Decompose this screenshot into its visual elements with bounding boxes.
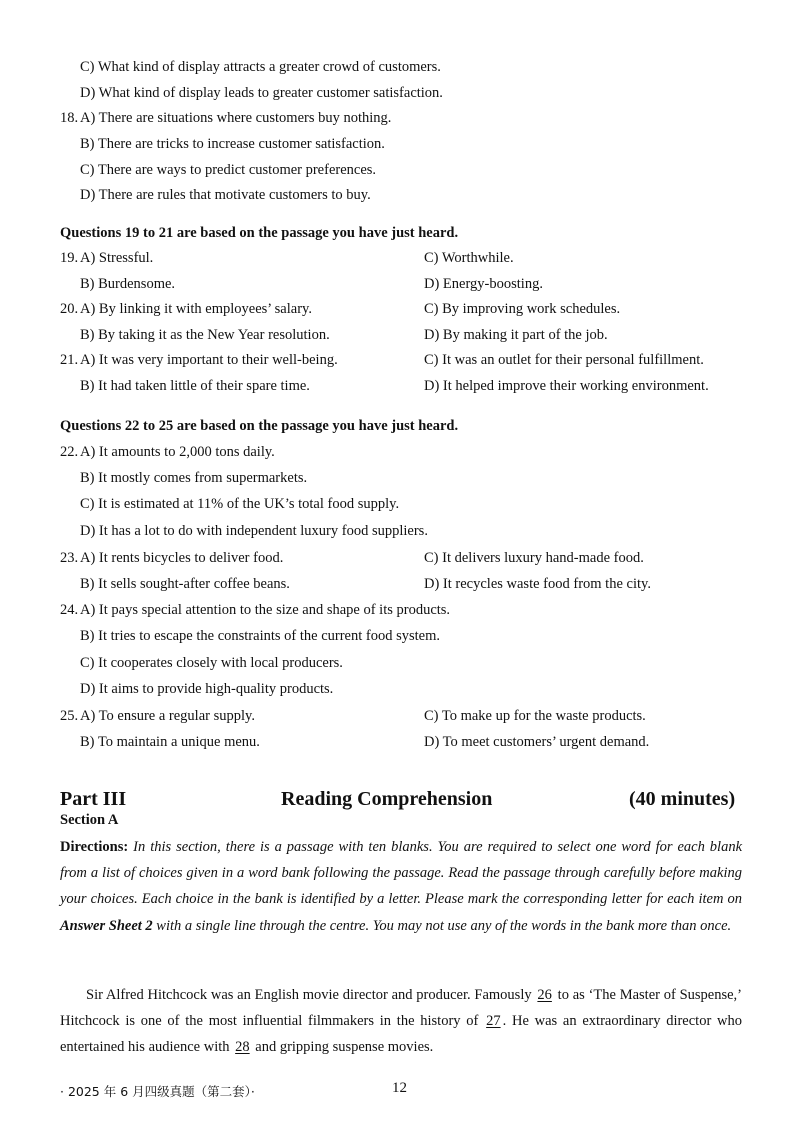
q20-option-d: D) By making it part of the job. [424,327,608,343]
part-number: Part III [60,788,127,810]
q19-option-d: D) Energy-boosting. [424,276,543,292]
part-time: (40 minutes) [629,788,736,810]
q23-option-a: A) It rents bicycles to deliver food. [80,550,284,566]
q20-option-c: C) By improving work schedules. [424,301,621,317]
passage-paragraph [60,982,742,1061]
blank-26: 26 [537,987,552,1003]
q20-option-a: A) By linking it with employees’ salary. [80,301,312,317]
q19-option-b: B) Burdensome. [80,276,176,292]
page-number: 12 [392,1080,407,1096]
q22-option-a: A) It amounts to 2,000 tons daily. [80,444,275,460]
part-title: Reading Comprehension [281,788,493,810]
q22-option-d: D) It has a lot to do with independent luxury food suppliers. [80,523,428,539]
blank-27: 27 [486,1013,501,1030]
q19-option-c: C) Worthwhile. [424,250,514,266]
q25-option-c: C) To make up for the waste products. [424,708,646,724]
q22-option-b: B) It mostly comes from supermarkets. [80,470,308,486]
q18-option-c: C) There are ways to predict customer preferences. [80,162,377,178]
directions-text-1: In this section, there is a passage with ten blanks. You are required to select one word for each blank from a list of choices given in a word bank following the passage. Read the passage through carefully before making your choices. Each choice in the bank is identified by a letter. Please mark the corresponding letter for each item on [60,839,743,908]
q20-number: 20. [60,301,79,317]
section-title: Section A [60,812,119,828]
q22-number: 22. [60,444,79,460]
q25-option-a: A) To ensure a regular supply. [80,708,255,724]
directions-label: Directions: [60,839,129,855]
q18-option-d: D) There are rules that motivate customers to buy. [80,187,371,203]
passage-text-2: to as ‘The Master of Suspense,’ Hitchcock is one of the most influential filmmakers in the history of [60,987,743,1030]
footer-label: · 2025 年 6 月四级真题（第二套）· [60,1084,255,1099]
q23-option-d: D) It recycles waste food from the city. [424,576,651,592]
blank-28: 28 [235,1039,250,1056]
q24-option-d: D) It aims to provide high-quality products. [80,681,334,697]
directions-text-2: with a single line through the centre. You may not use any of the words in the bank more than once. [156,917,732,934]
q18-number: 18. [60,110,79,126]
q17-option-c: C) What kind of display attracts a greater crowd of customers. [80,59,441,75]
q23-number: 23. [60,550,79,566]
q19-number: 19. [60,250,79,266]
q21-number: 21. [60,352,79,368]
q23-option-b: B) It sells sought-after coffee beans. [80,576,290,592]
q18-option-a: A) There are situations where customers buy nothing. [80,110,392,126]
passage-text-4: and gripping suspense movies. [255,1039,434,1056]
q23-option-c: C) It delivers luxury hand-made food. [424,550,644,566]
q17-option-d: D) What kind of display leads to greater customer satisfaction. [80,85,443,101]
q21-option-c: C) It was an outlet for their personal fulfillment. [424,352,704,368]
answer-sheet-ref: Answer Sheet 2 [60,917,153,934]
q18-option-b: B) There are tricks to increase customer satisfaction. [80,136,385,152]
q21-option-d: D) It helped improve their working environment. [424,378,709,394]
q19-option-a: A) Stressful. [80,250,154,266]
q25-number: 25. [60,708,79,724]
q22-option-c: C) It is estimated at 11% of the UK’s total food supply. [80,496,400,512]
questions-22-25-heading: Questions 22 to 25 are based on the passage you have just heard. [60,418,459,434]
q24-option-a: A) It pays special attention to the size and shape of its products. [80,602,451,618]
q25-option-d: D) To meet customers’ urgent demand. [424,734,650,750]
q24-number: 24. [60,602,79,618]
q24-option-c: C) It cooperates closely with local producers. [80,655,343,671]
directions-paragraph [60,834,742,939]
q20-option-b: B) By taking it as the New Year resolution. [80,327,330,343]
q21-option-b: B) It had taken little of their spare time. [80,378,310,394]
passage-text-3: . He was an extraordinary director who entertained his audience with [60,1013,742,1056]
q21-option-a: A) It was very important to their well-being. [80,352,338,368]
passage-text-1: Sir Alfred Hitchcock was an English movie director and producer. Famously [86,987,532,1003]
q24-option-b: B) It tries to escape the constraints of the current food system. [80,628,440,644]
q25-option-b: B) To maintain a unique menu. [80,734,260,750]
questions-19-21-heading: Questions 19 to 21 are based on the passage you have just heard. [60,225,459,241]
